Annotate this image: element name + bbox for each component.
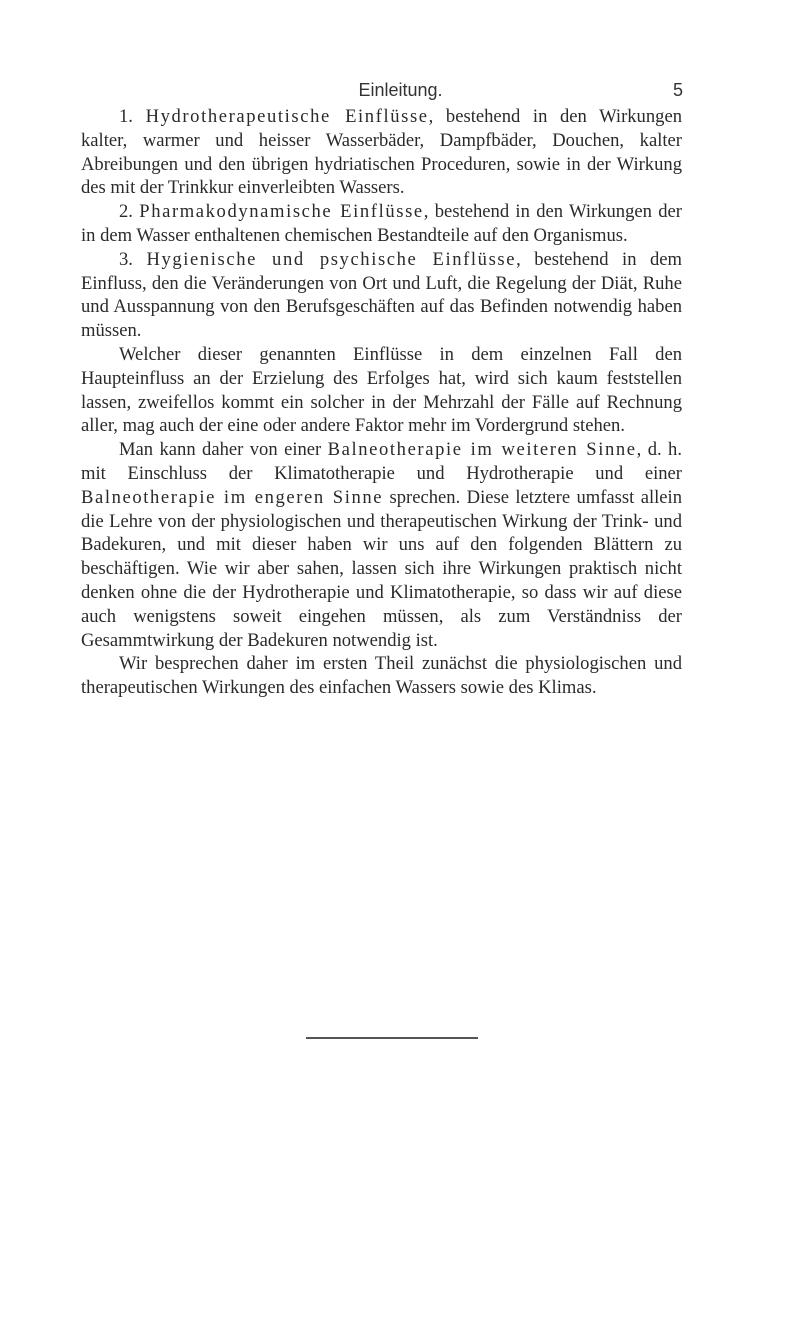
paragraph-text: Man kann daher von einer: [119, 439, 328, 461]
page-number: 5: [672, 80, 683, 100]
list-number: 1.: [119, 106, 146, 127]
paragraph-hydrotherapeutic: [81, 105, 682, 200]
paragraph-hygienic: [81, 248, 682, 343]
paragraph-text: , bestehend in den Wirkungen der in dem Wasser enthaltenen chemischen Bestandteile auf den Organismus.: [81, 201, 682, 246]
paragraph-text: sprechen. Diese letztere umfasst allein die Lehre von der physiologischen und therapeutischen Wirkung der Trink- und Badekuren, und mit dieser haben wir uns auf den folgenden Blättern zu beschäftigen. Wie wir aber sahen, lassen sich ihre Wirkungen praktisch nicht denken ohne die der Hydrotherapie und Klimatotherapie, so dass wir auf diese auch wenigstens soweit eingehen müssen, als zum Verständniss der Gesammtwirkung der Badekuren notwendig ist.: [81, 486, 682, 651]
emphasized-term: Balneotherapie im weiteren Sinne: [327, 439, 637, 461]
list-number: 3.: [119, 248, 147, 270]
emphasized-term: Hygienische und psychische Einflüsse: [146, 248, 517, 270]
emphasized-term: Pharmakodynamische Einflüsse: [139, 201, 424, 223]
running-head: [0, 80, 801, 104]
section-divider: [306, 1037, 478, 1039]
paragraph-pharmacodynamic: [81, 200, 682, 248]
paragraph-outline: Wir besprechen daher im ersten Theil zunächst die physiologischen und therapeutischen Wirkungen des einfachen Wassers sowie des Klimas.: [81, 653, 682, 699]
list-number: 2.: [119, 201, 140, 223]
emphasized-term: Hydrotherapeutische Einflüsse: [145, 106, 429, 127]
running-title: Einleitung.: [358, 80, 443, 100]
body-text: [81, 105, 682, 700]
emphasized-term: Balneotherapie im engeren Sinne: [81, 486, 384, 508]
paragraph-main-influence: Welcher dieser genannten Einflüsse in dem einzelnen Fall den Haupteinfluss an der Erzielung des Erfolges hat, wird sich kaum feststellen lassen, zweifellos kommt ein solcher in der Mehrzahl der Fälle auf Rechnung aller, mag auch der eine oder andere Faktor mehr im Vordergrund stehen.: [81, 343, 682, 437]
paragraph-text: , bestehend in dem Einfluss, den die Veränderungen von Ort und Luft, die Regelung der Diät, Ruhe und Ausspannung von den Berufsgeschäften auf das Befinden notwendig haben müssen.: [81, 248, 683, 342]
paragraph-text: , d. h. mit Einschluss der Klimatotherapie und Hydrotherapie und einer: [81, 439, 682, 484]
paragraph-balneotherapy: [81, 438, 682, 652]
paragraph-text: , bestehend in den Wirkungen kalter, warmer und heisser Wasserbäder, Dampfbäder, Douchen, kalter Abreibungen und den übrigen hydriatischen Proceduren, sowie in der Wirkung des mit der Trinkkur einverleibten Wassers.: [81, 106, 682, 199]
